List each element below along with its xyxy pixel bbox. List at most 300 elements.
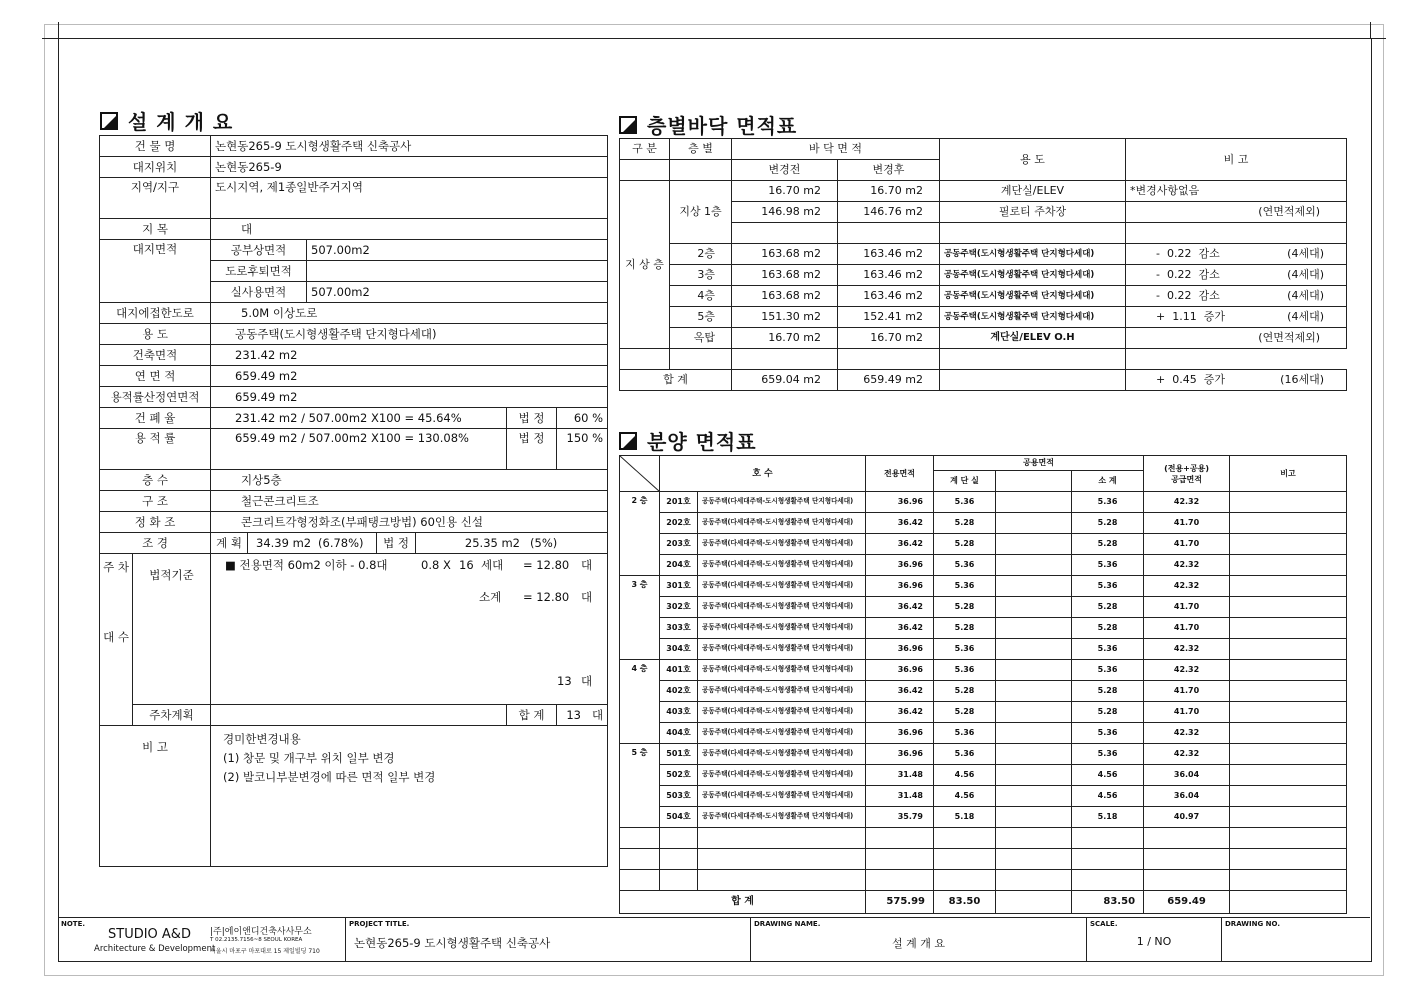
table-cell — [1230, 765, 1347, 786]
unit-use: 공동주택(다세대주택-도시형생활주택 단지형다세대) — [698, 786, 866, 807]
unit-subtotal: 5.18 — [1072, 807, 1144, 828]
table-cell — [1230, 555, 1347, 576]
table-row — [620, 307, 1347, 328]
table-row — [620, 597, 1347, 618]
margin-tick — [1370, 22, 1371, 38]
table-cell — [940, 349, 1126, 370]
table-cell — [670, 160, 732, 181]
unit-use: 공동주택(다세대주택-도시형생활주택 단지형다세대) — [698, 744, 866, 765]
table-cell: 5층 — [670, 307, 732, 328]
table-row — [620, 807, 1347, 828]
table-cell: 건 폐 율 — [100, 408, 211, 429]
table-cell — [838, 223, 940, 244]
unit-subtotal: 4.56 — [1072, 786, 1144, 807]
unit-supply: 41.70 — [1144, 597, 1230, 618]
unit-supply: 41.70 — [1144, 534, 1230, 555]
table-cell: *변경사항없음 — [1126, 181, 1347, 202]
total-supply: 659.49 — [1144, 891, 1230, 914]
table-row — [620, 828, 1347, 849]
table-cell: 계단실/ELEV O.H — [940, 328, 1126, 349]
table-cell — [996, 534, 1072, 555]
floor-label: 5 층 — [620, 744, 660, 828]
unit-no: 202호 — [660, 513, 698, 534]
table-cell: 합 계 — [507, 705, 557, 726]
table-row — [100, 324, 608, 345]
table-cell: 계단실/ELEV — [940, 181, 1126, 202]
table-cell: 231.42 m2 — [211, 345, 608, 366]
table-row — [620, 849, 1347, 870]
table-row — [100, 219, 608, 240]
table-cell — [660, 849, 698, 870]
table-cell — [1144, 849, 1230, 870]
table-cell: 도시지역, 제1종일반주거지역 — [211, 178, 608, 219]
unit-supply: 41.70 — [1144, 618, 1230, 639]
table-cell: - 0.22 감소 (4세대) — [1126, 244, 1347, 265]
table-cell — [1230, 681, 1347, 702]
table-row — [100, 408, 608, 429]
table-cell: 용적률산정연면적 — [100, 387, 211, 408]
table-cell — [996, 807, 1072, 828]
unit-use: 공동주택(다세대주택-도시형생활주택 단지형다세대) — [698, 534, 866, 555]
table-cell: - 0.22 감소 (4세대) — [1126, 286, 1347, 307]
unit-exclusive: 36.96 — [866, 744, 934, 765]
table-cell — [996, 639, 1072, 660]
table-cell: 대지에접한도로 — [100, 303, 211, 324]
table-cell: 용 적 률 — [100, 429, 211, 470]
table-cell — [996, 681, 1072, 702]
unit-no: 304호 — [660, 639, 698, 660]
unit-no: 404호 — [660, 723, 698, 744]
table-cell: 2층 — [670, 244, 732, 265]
table-row — [620, 702, 1347, 723]
unit-use: 공동주택(다세대주택-도시형생활주택 단지형다세대) — [698, 555, 866, 576]
table-cell: 3층 — [670, 265, 732, 286]
unit-stair: 5.28 — [934, 702, 996, 723]
table-row — [620, 181, 1347, 202]
table-cell: - 0.22 감소 (4세대) — [1126, 265, 1347, 286]
table-cell — [838, 349, 940, 370]
unit-supply: 42.32 — [1144, 492, 1230, 513]
unit-no: 301호 — [660, 576, 698, 597]
section-marker-icon — [100, 112, 118, 130]
unit-no: 204호 — [660, 555, 698, 576]
table-row — [620, 891, 1347, 914]
title-block-project: PROJECT TITLE. 논현동265-9 도시형생활주택 신축공사 — [346, 918, 751, 961]
table-cell — [866, 828, 934, 849]
unit-supply: 36.04 — [1144, 765, 1230, 786]
table-cell: 16.70 m2 — [838, 181, 940, 202]
table-cell: (전용+공용) 공급면적 — [1144, 456, 1230, 492]
sale-area-table — [619, 455, 1347, 914]
total-exclusive: 575.99 — [866, 891, 934, 914]
unit-stair: 4.56 — [934, 786, 996, 807]
unit-subtotal: 5.36 — [1072, 555, 1144, 576]
table-cell: 경미한변경내용 (1) 창문 및 개구부 위치 일부 변경 (2) 발코니부분변경에 따른 면적 일부 변경 — [211, 726, 608, 867]
floor-label: 3 층 — [620, 576, 660, 660]
unit-supply: 40.97 — [1144, 807, 1230, 828]
table-cell: 659.04 m2 — [732, 370, 838, 391]
unit-no: 302호 — [660, 597, 698, 618]
unit-subtotal: 5.36 — [1072, 492, 1144, 513]
table-cell: 659.49 m2 — [211, 387, 608, 408]
unit-no: 403호 — [660, 702, 698, 723]
unit-supply: 41.70 — [1144, 513, 1230, 534]
table-cell: 건축면적 — [100, 345, 211, 366]
table-cell — [1230, 702, 1347, 723]
table-cell — [866, 849, 934, 870]
table-row — [620, 576, 1347, 597]
table-cell: 연 면 적 — [100, 366, 211, 387]
table-cell: 계 획 34.39 m2 (6.78%) 법 정 25.35 m2 (5%) — [211, 533, 608, 554]
table-cell: (연면적제외) — [1126, 328, 1347, 349]
table-cell — [1230, 723, 1347, 744]
unit-no: 501호 — [660, 744, 698, 765]
table-cell: 철근콘크리트조 — [211, 491, 608, 512]
table-cell — [620, 456, 660, 492]
unit-use: 공동주택(다세대주택-도시형생활주택 단지형다세대) — [698, 681, 866, 702]
table-cell: 146.76 m2 — [838, 202, 940, 223]
table-row — [620, 555, 1347, 576]
table-cell: 152.41 m2 — [838, 307, 940, 328]
unit-no: 504호 — [660, 807, 698, 828]
sale-area-title: 분양 면적표 — [619, 426, 757, 455]
table-cell: 60 % — [557, 408, 608, 429]
table-cell: 659.49 m2 — [838, 370, 940, 391]
table-row — [620, 744, 1347, 765]
title-block — [58, 917, 1370, 961]
table-cell — [620, 849, 660, 870]
table-cell — [996, 471, 1072, 492]
unit-use: 공동주택(다세대주택-도시형생활주택 단지형다세대) — [698, 702, 866, 723]
table-cell: 도로후퇴면적 — [211, 261, 307, 282]
table-cell — [1144, 870, 1230, 891]
table-row — [100, 178, 608, 219]
table-row — [100, 303, 608, 324]
table-cell — [934, 828, 996, 849]
table-row — [620, 328, 1347, 349]
unit-subtotal: 5.36 — [1072, 744, 1144, 765]
unit-no: 402호 — [660, 681, 698, 702]
table-cell — [996, 765, 1072, 786]
table-cell: + 1.11 증가 (4세대) — [1126, 307, 1347, 328]
table-cell — [866, 870, 934, 891]
floor-label: 4 층 — [620, 660, 660, 744]
table-row — [620, 286, 1347, 307]
table-cell — [1230, 828, 1347, 849]
table-cell — [996, 576, 1072, 597]
diagonal-line — [620, 456, 660, 492]
table-cell: 163.46 m2 — [838, 265, 940, 286]
table-cell: 공동주택(도시형생활주택 단지형다세대) — [940, 307, 1126, 328]
unit-stair: 5.28 — [934, 534, 996, 555]
table-cell: 대 — [211, 219, 608, 240]
table-cell — [1230, 639, 1347, 660]
table-row — [620, 723, 1347, 744]
table-row — [100, 429, 608, 470]
unit-use: 공동주택(다세대주택-도시형생활주택 단지형다세대) — [698, 576, 866, 597]
unit-subtotal: 5.28 — [1072, 534, 1144, 555]
table-row — [100, 533, 608, 554]
table-cell: 구 조 — [100, 491, 211, 512]
table-cell — [660, 828, 698, 849]
unit-stair: 5.36 — [934, 492, 996, 513]
table-cell — [934, 849, 996, 870]
unit-stair: 5.36 — [934, 639, 996, 660]
table-cell — [1230, 513, 1347, 534]
table-cell: 150 % — [557, 429, 608, 470]
unit-subtotal: 4.56 — [1072, 765, 1144, 786]
table-cell — [940, 223, 1126, 244]
table-cell — [1230, 492, 1347, 513]
table-cell: 주차계획 — [133, 705, 211, 726]
table-cell: 공용면적 — [934, 456, 1144, 471]
table-cell: 13 대 — [557, 705, 608, 726]
table-cell — [620, 870, 660, 891]
unit-exclusive: 36.42 — [866, 681, 934, 702]
margin-tick — [42, 38, 58, 39]
title-block-firm: NOTE. STUDIO A&D Architecture & Development |주|에이앤디건축사사무소 T 02.2135.7156~8 SEOUL KOREA 서울시 마포구 마포대로 15 제일빌딩 710 — [58, 918, 346, 961]
table-cell — [996, 849, 1072, 870]
table-cell — [698, 828, 866, 849]
table-cell — [996, 492, 1072, 513]
table-cell: 주 차 대 수 — [100, 554, 133, 726]
unit-use: 공동주택(다세대주택-도시형생활주택 단지형다세대) — [698, 597, 866, 618]
table-cell — [620, 828, 660, 849]
table-cell: 계 단 실 — [934, 471, 996, 492]
table-cell: + 0.45 증가 (16세대) — [1126, 370, 1347, 391]
total-subtotal: 83.50 — [1072, 891, 1144, 914]
table-cell: 163.46 m2 — [838, 244, 940, 265]
table-cell: 비고 — [1230, 456, 1347, 492]
table-row — [620, 639, 1347, 660]
table-cell: 전용면적 — [866, 456, 934, 492]
unit-use: 공동주택(다세대주택-도시형생활주택 단지형다세대) — [698, 807, 866, 828]
summary-table — [99, 135, 608, 867]
table-cell: 163.46 m2 — [838, 286, 940, 307]
unit-exclusive: 36.96 — [866, 660, 934, 681]
unit-supply: 42.32 — [1144, 723, 1230, 744]
table-cell: 층 별 — [670, 139, 732, 160]
unit-subtotal: 5.28 — [1072, 702, 1144, 723]
table-cell: 146.98 m2 — [732, 202, 838, 223]
table-row — [100, 470, 608, 491]
table-cell: 논현동265-9 도시형생활주택 신축공사 — [211, 136, 608, 157]
unit-use: 공동주택(다세대주택-도시형생활주택 단지형다세대) — [698, 723, 866, 744]
table-cell — [1144, 828, 1230, 849]
table-cell — [996, 555, 1072, 576]
unit-subtotal: 5.36 — [1072, 660, 1144, 681]
table-cell — [1230, 618, 1347, 639]
unit-stair: 4.56 — [934, 765, 996, 786]
unit-supply: 42.32 — [1144, 660, 1230, 681]
unit-supply: 41.70 — [1144, 702, 1230, 723]
table-cell: 지상 1층 — [670, 181, 732, 244]
section-marker-icon — [619, 116, 637, 134]
table-cell — [996, 513, 1072, 534]
table-cell: 659.49 m2 — [211, 366, 608, 387]
table-cell: 비 고 — [100, 726, 211, 867]
unit-exclusive: 36.42 — [866, 534, 934, 555]
table-row — [620, 870, 1347, 891]
table-row — [100, 491, 608, 512]
unit-stair: 5.36 — [934, 555, 996, 576]
table-cell — [996, 723, 1072, 744]
table-cell — [670, 349, 732, 370]
table-cell — [1230, 786, 1347, 807]
table-cell — [1072, 828, 1144, 849]
table-cell: 소 계 — [1072, 471, 1144, 492]
margin-tick — [1370, 38, 1386, 39]
table-row — [620, 513, 1347, 534]
unit-stair: 5.28 — [934, 513, 996, 534]
table-row — [100, 366, 608, 387]
table-cell: 163.68 m2 — [732, 244, 838, 265]
table-cell: 공동주택(도시형생활주택 단지형다세대) — [940, 265, 1126, 286]
table-cell — [698, 849, 866, 870]
table-cell: (연면적제외) — [1126, 202, 1347, 223]
unit-subtotal: 5.28 — [1072, 681, 1144, 702]
table-cell — [732, 349, 838, 370]
unit-exclusive: 36.96 — [866, 555, 934, 576]
table-cell: 논현동265-9 — [211, 157, 608, 178]
unit-exclusive: 36.96 — [866, 639, 934, 660]
unit-no: 503호 — [660, 786, 698, 807]
title-block-scale: SCALE. 1 / NO — [1087, 918, 1222, 961]
table-cell: 공동주택(도시형생활주택 단지형다세대) — [940, 286, 1126, 307]
unit-exclusive: 36.42 — [866, 597, 934, 618]
table-cell — [1072, 870, 1144, 891]
table-cell — [620, 349, 670, 370]
unit-use: 공동주택(다세대주택-도시형생활주택 단지형다세대) — [698, 765, 866, 786]
unit-exclusive: 36.42 — [866, 513, 934, 534]
table-cell: 5.0M 이상도로 — [211, 303, 608, 324]
unit-exclusive: 36.42 — [866, 618, 934, 639]
unit-exclusive: 36.96 — [866, 576, 934, 597]
table-cell — [1126, 223, 1347, 244]
margin-tick — [58, 22, 59, 38]
table-row — [620, 370, 1347, 391]
table-row — [100, 157, 608, 178]
table-cell — [940, 370, 1126, 391]
table-cell — [996, 618, 1072, 639]
table-cell: 조 경 — [100, 533, 211, 554]
unit-no: 203호 — [660, 534, 698, 555]
table-cell — [1230, 576, 1347, 597]
table-cell: 법 정 — [507, 408, 557, 429]
table-cell: 층 수 — [100, 470, 211, 491]
table-cell: 16.70 m2 — [732, 328, 838, 349]
unit-supply: 42.32 — [1144, 576, 1230, 597]
table-row — [620, 681, 1347, 702]
table-cell: 용 도 — [100, 324, 211, 345]
table-row — [620, 244, 1347, 265]
floor-area-table — [619, 138, 1347, 391]
table-cell: 659.49 m2 / 507.00m2 X100 = 130.08% — [211, 429, 507, 470]
table-cell: 호 수 — [660, 456, 866, 492]
unit-subtotal: 5.36 — [1072, 723, 1144, 744]
table-cell: 바 닥 면 적 — [732, 139, 940, 160]
table-cell: 변경후 — [838, 160, 940, 181]
table-row — [620, 349, 1347, 370]
table-cell — [307, 261, 608, 282]
table-cell — [620, 160, 670, 181]
unit-subtotal: 5.36 — [1072, 576, 1144, 597]
table-row — [620, 456, 1347, 471]
title-block-drawing-no: DRAWING NO. — [1225, 920, 1280, 928]
table-cell: 필로티 주차장 — [940, 202, 1126, 223]
table-cell: 법적기준 — [133, 554, 211, 705]
table-cell — [996, 597, 1072, 618]
table-cell: 건 물 명 — [100, 136, 211, 157]
table-row — [620, 534, 1347, 555]
unit-subtotal: 5.36 — [1072, 639, 1144, 660]
table-cell — [1230, 807, 1347, 828]
table-cell — [1230, 660, 1347, 681]
table-row — [620, 492, 1347, 513]
table-cell: 지 상 층 — [620, 181, 670, 349]
table-cell — [1230, 870, 1347, 891]
table-cell — [211, 705, 507, 726]
table-cell — [1230, 597, 1347, 618]
unit-supply: 42.32 — [1144, 555, 1230, 576]
unit-exclusive: 36.96 — [866, 723, 934, 744]
table-cell: 231.42 m2 / 507.00m2 X100 = 45.64% — [211, 408, 507, 429]
title-block-drawing-name: DRAWING NAME. 설 계 개 요 — [751, 918, 1087, 961]
table-cell: 507.00m2 — [307, 240, 608, 261]
table-cell: 16.70 m2 — [732, 181, 838, 202]
unit-stair: 5.18 — [934, 807, 996, 828]
table-row — [100, 136, 608, 157]
table-cell: 옥탑 — [670, 328, 732, 349]
unit-no: 201호 — [660, 492, 698, 513]
table-cell: ■ 전용면적 60m2 이하 - 0.8대 0.8 X 16 세대 = 12.80 대 소계 = 12.80 대 13 대 — [211, 554, 608, 705]
unit-exclusive: 36.96 — [866, 492, 934, 513]
table-cell: 비 고 — [1126, 139, 1347, 181]
table-cell: 콘크리트각형정화조(부패탱크방법) 60인용 신설 — [211, 512, 608, 533]
table-cell: 대지위치 — [100, 157, 211, 178]
table-cell: 지 목 — [100, 219, 211, 240]
table-cell — [996, 786, 1072, 807]
table-row — [100, 726, 608, 867]
table-cell — [996, 891, 1072, 914]
table-cell: 공동주택(도시형생활주택 단지형다세대) — [211, 324, 608, 345]
unit-stair: 5.28 — [934, 597, 996, 618]
unit-subtotal: 5.28 — [1072, 618, 1144, 639]
unit-supply: 42.32 — [1144, 744, 1230, 765]
table-row — [100, 387, 608, 408]
table-row — [100, 554, 608, 705]
table-cell: 합 계 — [620, 370, 732, 391]
table-cell — [1230, 891, 1347, 914]
table-cell: 163.68 m2 — [732, 265, 838, 286]
unit-use: 공동주택(다세대주택-도시형생활주택 단지형다세대) — [698, 618, 866, 639]
table-cell — [660, 870, 698, 891]
table-cell: 507.00m2 — [307, 282, 608, 303]
table-cell: 실사용면적 — [211, 282, 307, 303]
total-label: 합 계 — [620, 891, 866, 914]
table-cell: 공동주택(도시형생활주택 단지형다세대) — [940, 244, 1126, 265]
unit-no: 303호 — [660, 618, 698, 639]
unit-exclusive: 31.48 — [866, 786, 934, 807]
table-cell — [996, 702, 1072, 723]
table-cell: 법 정 — [507, 429, 557, 470]
table-cell — [1072, 849, 1144, 870]
table-cell: 151.30 m2 — [732, 307, 838, 328]
section-marker-icon — [619, 432, 637, 450]
table-cell — [996, 744, 1072, 765]
table-cell — [1230, 534, 1347, 555]
unit-stair: 5.28 — [934, 618, 996, 639]
